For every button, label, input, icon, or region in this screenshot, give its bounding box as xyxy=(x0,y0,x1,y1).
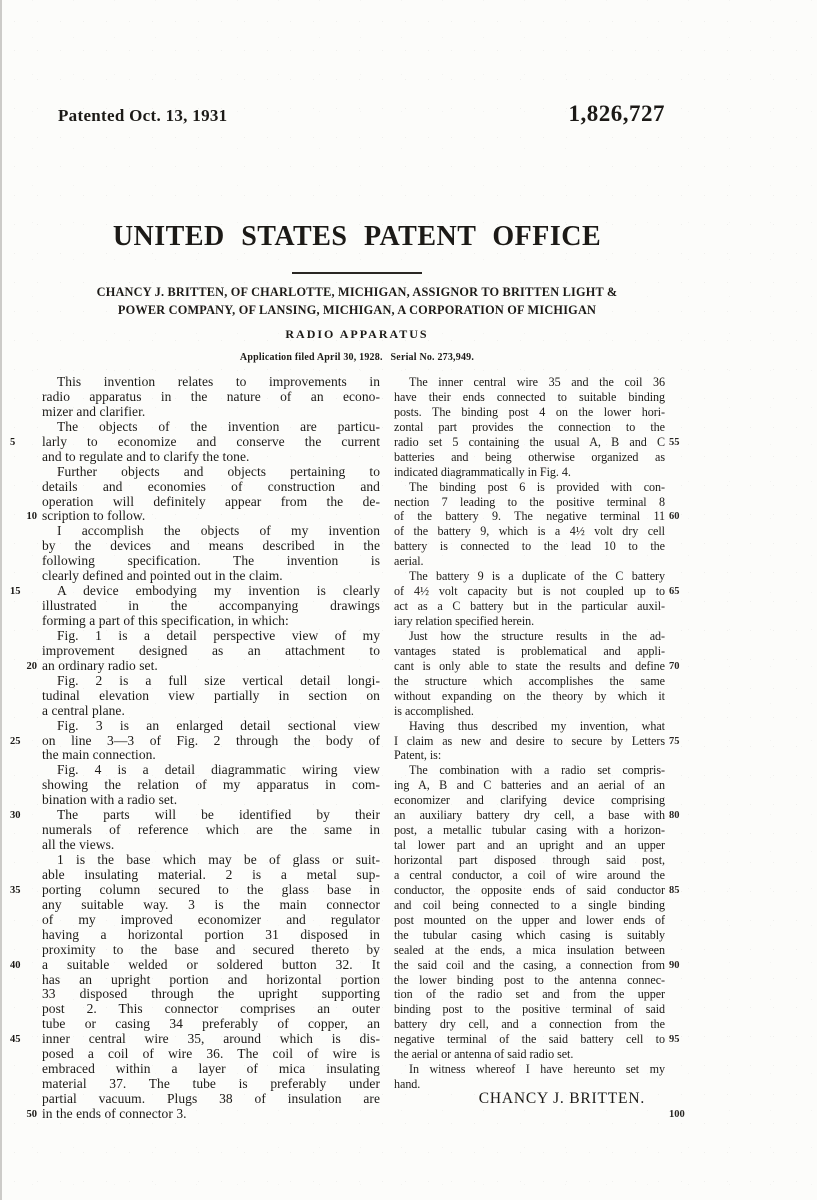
text-line: able insulating material. 2 is a metal sup- xyxy=(42,866,380,882)
line-number: 85 xyxy=(669,884,680,896)
page-header xyxy=(58,101,665,127)
text-line: Fig. 3 is an enlarged detail sectional view xyxy=(57,717,380,733)
left-column xyxy=(10,374,380,1122)
text-line: Fig. 1 is a detail perspective view of my xyxy=(57,627,380,643)
text-line: a suitable welded or soldered button 32. It 40 xyxy=(10,956,380,972)
text-line: nection 7 leading to the positive terminal 8 xyxy=(394,494,665,509)
text-line: The parts will be identified by their 30 xyxy=(10,807,380,823)
text-line: the main connection. xyxy=(42,747,156,763)
text-line: an auxiliary battery dry cell, a base with 80 xyxy=(394,808,665,823)
text-line: on line 3—3 of Fig. 2 through the body of 25 xyxy=(10,732,380,748)
line-number: 100 xyxy=(669,1108,685,1120)
line-number: 90 xyxy=(669,959,680,971)
text-line: tal lower part and an upright and an upper xyxy=(394,838,665,853)
text-line: The combination with a radio set compris- xyxy=(409,763,665,778)
text-line: an ordinary radio set. 20 xyxy=(42,659,380,674)
text-line: aerial. xyxy=(394,554,424,569)
line-number: 60 xyxy=(669,511,680,523)
text-line: post 2. This connector comprises an outer xyxy=(42,1001,380,1017)
line-number: 55 xyxy=(669,436,680,448)
text-line: tion of the radio set and from the upper xyxy=(394,987,665,1002)
text-line: vantages stated is problematical and appli- xyxy=(394,643,665,658)
text-line: a central conductor, a coil of wire around the xyxy=(394,867,665,882)
text-line: 33 disposed through the upright supporting xyxy=(42,986,380,1002)
text-line: radio set 5 containing the usual A, B and C 55 xyxy=(394,435,665,450)
line-number: 10 xyxy=(26,511,37,523)
text-line: indicated diagrammatically in Fig. 4. xyxy=(394,464,571,479)
scan-edge-artifact xyxy=(0,0,2,1200)
patented-date: Patented Oct. 13, 1931 xyxy=(58,106,228,125)
text-line: a central plane. xyxy=(42,702,125,718)
text-line: post mounted on the upper and lower ends of xyxy=(394,912,665,927)
page-title: UNITED STATES PATENT OFFICE xyxy=(112,221,602,252)
text-line: numerals of reference which are the same in xyxy=(42,822,380,838)
line-number: 75 xyxy=(669,735,680,747)
text-line: tube or casing 34 preferably of copper, an xyxy=(42,1016,380,1032)
line-number: 45 xyxy=(10,1034,21,1046)
text-line: negative terminal of the said battery cell to 95 xyxy=(394,1032,665,1047)
text-line: Further objects and objects pertaining to xyxy=(57,463,380,479)
text-line: porting column secured to the glass base in 35 xyxy=(10,881,380,897)
assignee-block xyxy=(42,284,672,319)
text-line: zontal part provides the connection to the xyxy=(394,419,665,434)
text-line: A device embodying my invention is clearly 15 xyxy=(10,583,380,599)
text-line: I accomplish the objects of my invention xyxy=(57,523,380,539)
line-number: 15 xyxy=(10,586,21,598)
application-info: Application filed April 30, 1928. Serial No. 273,949. xyxy=(239,352,475,363)
text-line: having a horizontal portion 31 disposed in xyxy=(42,926,380,942)
text-line: all the views. xyxy=(42,837,115,853)
text-line: mizer and clarifier. xyxy=(42,403,146,419)
text-line: act as a C battery but in the particular auxil- xyxy=(394,599,665,614)
right-column xyxy=(394,375,685,1122)
text-line: by the devices and means described in the xyxy=(42,538,380,554)
text-line: Just how the structure results in the ad- xyxy=(409,628,665,643)
text-line: larly to economize and conserve the current 5 xyxy=(10,433,380,449)
text-line: without expanding on the theory by which it xyxy=(394,688,665,703)
text-line: cant is only able to state the results and define 70 xyxy=(394,659,665,674)
text-line: forming a part of this specification, in which: xyxy=(42,613,289,628)
text-line: showing the relation of my apparatus in com- xyxy=(42,777,380,793)
title-divider xyxy=(42,272,672,274)
text-line: post, a metallic tubular casing with a horizon- xyxy=(394,823,665,838)
text-line: battery is connected to the lead 10 to the xyxy=(394,539,665,554)
text-line: posed a coil of wire 36. The coil of wire is xyxy=(42,1046,380,1062)
text-line: the said coil and the casing, a connection from 90 xyxy=(394,958,665,973)
text-line: in the ends of connector 3. 50 xyxy=(42,1107,380,1122)
line-number: 40 xyxy=(10,959,21,971)
text-line: illustrated in the accompanying drawings xyxy=(42,598,380,614)
text-line: embraced within a layer of mica insulating xyxy=(42,1061,380,1077)
text-line: batteries and being otherwise organized as xyxy=(394,449,665,464)
text-line: and coil being connected to a single binding xyxy=(394,897,665,912)
text-line: partial vacuum. Plugs 38 of insulation are xyxy=(42,1091,380,1106)
line-number: 30 xyxy=(10,810,21,822)
text-line: details and economies of construction and xyxy=(42,478,380,494)
text-line: scription to follow. 10 xyxy=(42,509,380,524)
text-line: and to regulate and to clarify the tone. xyxy=(42,448,250,464)
text-line: the structure which accomplishes the same xyxy=(394,673,665,688)
text-line: sealed at the ends, a mica insulation between xyxy=(394,942,665,957)
text-line: 1 is the base which may be of glass or suit- xyxy=(57,852,380,867)
text-line: bination with a radio set. xyxy=(42,792,178,808)
invention-title: RADIO APPARATUS xyxy=(285,327,429,341)
text-line: The objects of the invention are particu- xyxy=(57,418,380,434)
text-line: of 4½ volt capacity but is not coupled up to 65 xyxy=(394,584,665,599)
text-line: The battery 9 is a duplicate of the C battery xyxy=(409,569,665,584)
text-line: have their ends connected to suitable binding xyxy=(394,389,665,404)
text-line: The inner central wire 35 and the coil 36 xyxy=(409,375,665,389)
line-number: 95 xyxy=(669,1034,680,1046)
line-number: 20 xyxy=(26,660,37,672)
text-line: of the battery 9. The negative terminal 11 60 xyxy=(394,509,665,524)
line-number: 5 xyxy=(10,436,16,448)
assignee-line-1: CHANCY J. BRITTEN, OF CHARLOTTE, MICHIGAN, ASSIGNOR TO BRITTEN LIGHT & xyxy=(96,285,618,299)
text-line: economizer and clarifying device comprising xyxy=(394,793,665,808)
text-line: Having thus described my invention, what xyxy=(409,718,665,733)
line-number: 70 xyxy=(669,660,680,672)
text-line: radio apparatus in the nature of an econo- xyxy=(42,388,380,404)
text-line: is accomplished. xyxy=(394,703,474,718)
text-line: material 37. The tube is preferably under xyxy=(42,1076,380,1092)
text-line: posts. The binding post 4 on the lower hori- xyxy=(394,404,665,419)
text-line: Fig. 4 is a detail diagrammatic wiring view xyxy=(57,762,380,778)
text-line: iary relation specified herein. xyxy=(394,614,535,628)
text-line: Patent, is: xyxy=(394,748,442,763)
assignee-line-2: POWER COMPANY, OF LANSING, MICHIGAN, A CORPORATION OF MICHIGAN xyxy=(117,302,597,317)
line-number: 65 xyxy=(669,586,680,598)
text-line: the lower binding post to the antenna connec- xyxy=(394,972,665,987)
text-line: horizontal part disposed through said post, xyxy=(394,853,665,867)
line-number: 25 xyxy=(10,735,21,747)
text-line: Fig. 2 is a full size vertical detail longi- xyxy=(57,672,380,688)
text-line: battery dry cell, and a connection from the xyxy=(394,1017,665,1032)
line-number: 50 xyxy=(26,1108,37,1120)
text-line: of the battery 9, which is a 4½ volt dry cell xyxy=(394,524,665,539)
text-line: inner central wire 35, around which is dis- 45 xyxy=(10,1031,380,1047)
text-line: has an upright portion and horizontal portion xyxy=(42,971,380,987)
text-line xyxy=(394,1107,685,1122)
text-line: ing A, B and C batteries and an aerial of an xyxy=(394,778,665,793)
text-line: This invention relates to improvements in xyxy=(57,374,380,389)
line-number: 80 xyxy=(669,810,680,822)
text-line: binding post to the positive terminal of said xyxy=(394,1002,665,1017)
text-line: The binding post 6 is provided with con- xyxy=(409,479,665,494)
text-line: clearly defined and pointed out in the claim. xyxy=(42,568,283,584)
text-line: proximity to the base and secured thereto by xyxy=(42,941,380,957)
inventor-signature: CHANCY J. BRITTEN. xyxy=(478,1090,645,1107)
text-line: the tubular casing which casing is suitably xyxy=(394,927,665,942)
text-line: tudinal elevation view partially in section on xyxy=(42,687,380,703)
text-line: of my improved economizer and regulator xyxy=(42,911,380,927)
text-line: any suitable way. 3 is the main connector xyxy=(42,896,380,912)
patent-number: 1,826,727 xyxy=(568,101,665,126)
text-line: conductor, the opposite ends of said conductor 85 xyxy=(394,883,665,898)
text-line: I claim as new and desire to secure by Letters 75 xyxy=(394,734,665,749)
text-line: the aerial or antenna of said radio set. xyxy=(394,1047,574,1062)
text-line: In witness whereof I have hereunto set my xyxy=(409,1062,665,1077)
text-line: improvement designed as an attachment to xyxy=(42,642,380,658)
line-number: 35 xyxy=(10,884,21,896)
text-line: hand. xyxy=(394,1077,421,1092)
text-line: following specification. The invention is xyxy=(42,553,380,569)
text-line: operation will definitely appear from the de- xyxy=(42,493,380,509)
